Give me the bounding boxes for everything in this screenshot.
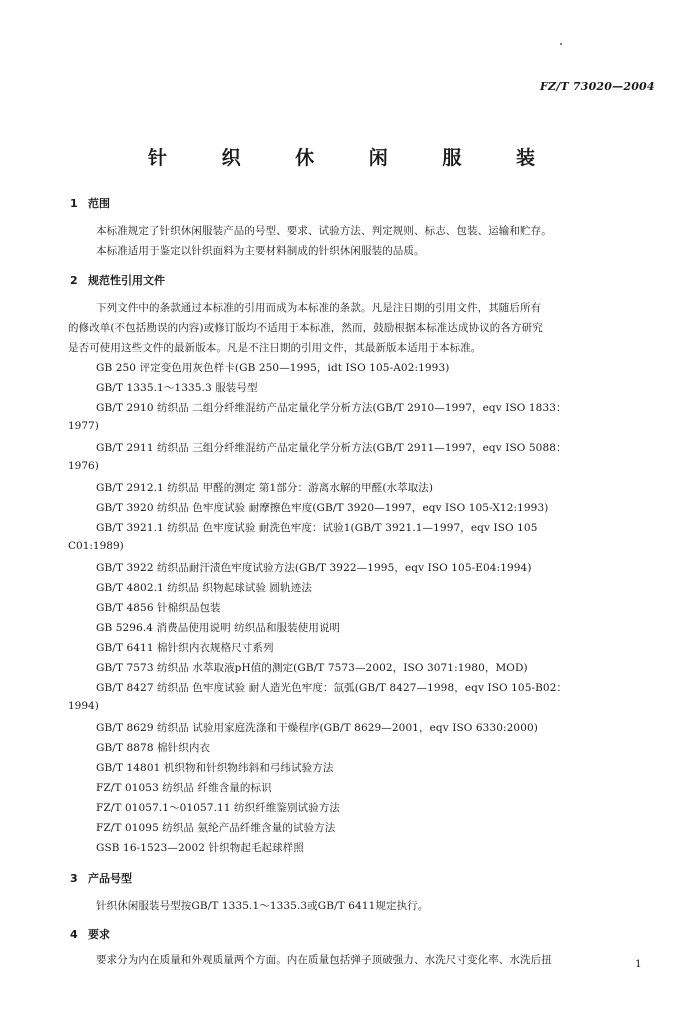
section-2-heading — [70, 272, 165, 288]
reference-item: GSB 16-1523—2002 针织物起毛起球样照 — [96, 842, 304, 854]
section-title: 范围 — [88, 197, 110, 210]
section-title: 规范性引用文件 — [88, 274, 165, 287]
reference-item: FZ/T 01057.1～01057.11 纺织纤维鉴别试验方法 — [96, 802, 341, 814]
section-number: 1 — [70, 197, 78, 210]
reference-item: GB/T 3921.1 纺织品 色牢度试验 耐洗色牢度：试验1(GB/T 3921.1—1997，eqv ISO 105 — [96, 522, 538, 534]
reference-continuation: 1977) — [68, 420, 99, 432]
paragraph-line: 针织休闲服装号型按GB/T 1335.1～1335.3或GB/T 6411规定执行。 — [96, 900, 429, 912]
reference-continuation: 1994) — [68, 700, 99, 712]
reference-item: GB/T 4856 针棉织品包装 — [96, 602, 221, 614]
paragraph-line: 下列文件中的条款通过本标准的引用而成为本标准的条款。凡是注日期的引用文件，其随后所有 — [96, 302, 542, 314]
reference-item: GB 250 评定变色用灰色样卡(GB 250—1995，idt ISO 105-A02:1993) — [96, 362, 450, 374]
paragraph-line: 本标准适用于鉴定以针织面料为主要材料制成的针织休闲服装的品质。 — [96, 245, 425, 257]
reference-item: GB/T 8629 纺织品 试验用家庭洗涤和干燥程序(GB/T 8629—2001，eqv ISO 6330:2000) — [96, 722, 538, 734]
reference-continuation: 1976) — [68, 460, 99, 472]
paragraph-line: 的修改单(不包括勘误的内容)或修订版均不适用于本标准，然而，鼓励根据本标准达成协议的各方研究 — [68, 322, 543, 334]
reference-item: FZ/T 01053 纺织品 纤维含量的标识 — [96, 782, 272, 794]
scan-speck — [560, 43, 562, 45]
section-number: 2 — [70, 274, 78, 287]
section-number: 4 — [70, 928, 78, 941]
reference-item: GB/T 2912.1 纺织品 甲醛的测定 第1部分：游离水解的甲醛(水萃取法) — [96, 482, 434, 494]
section-1-heading — [70, 195, 110, 211]
paragraph-line: 本标准规定了针织休闲服装产品的号型、要求、试验方法、判定规则、标志、包装、运输和贮存。 — [96, 225, 552, 237]
document-title: 针 织 休 闲 服 装 — [147, 147, 560, 169]
section-3-heading — [70, 870, 132, 886]
reference-item: GB 5296.4 消费品使用说明 纺织品和服装使用说明 — [96, 622, 341, 634]
reference-item: GB/T 2911 纺织品 三组分纤维混纺产品定量化学分析方法(GB/T 2911—1997，eqv ISO 5088： — [96, 442, 567, 454]
reference-item: GB/T 14801 机织物和针织物纬斜和弓纬试验方法 — [96, 762, 334, 774]
reference-item: GB/T 3920 纺织品 色牢度试验 耐摩擦色牢度(GB/T 3920—1997，eqv ISO 105-X12:1993) — [96, 502, 549, 514]
paragraph-line: 要求分为内在质量和外观质量两个方面。内在质量包括弹子顶破强力、水洗尺寸变化率、水洗后扭 — [96, 954, 552, 966]
section-4-heading — [70, 926, 110, 942]
reference-item: GB/T 3922 纺织品耐汗渍色牢度试验方法(GB/T 3922—1995，eqv ISO 105-E04:1994) — [96, 562, 532, 574]
reference-continuation: C01:1989) — [68, 540, 124, 552]
page-number: 1 — [635, 958, 642, 970]
standard-number: FZ/T 73020—2004 — [540, 80, 655, 93]
reference-item: GB/T 6411 棉针织内衣规格尺寸系列 — [96, 642, 274, 654]
reference-item: GB/T 2910 纺织品 二组分纤维混纺产品定量化学分析方法(GB/T 2910—1997，eqv ISO 1833： — [96, 402, 567, 414]
reference-item: GB/T 7573 纺织品 水萃取液pH值的测定(GB/T 7573—2002，ISO 3071:1980，MOD) — [96, 662, 528, 674]
reference-item: GB/T 8878 棉针织内衣 — [96, 742, 211, 754]
section-title: 产品号型 — [88, 872, 132, 885]
reference-item: GB/T 1335.1～1335.3 服装号型 — [96, 382, 258, 394]
reference-item: GB/T 8427 纺织品 色牢度试验 耐人造光色牢度：氙弧(GB/T 8427—1998，eqv ISO 105-B02： — [96, 682, 568, 694]
paragraph-line: 是否可使用这些文件的最新版本。凡是不注日期的引用文件，其最新版本适用于本标准。 — [68, 342, 482, 354]
reference-item: GB/T 4802.1 纺织品 织物起球试验 圆轨迹法 — [96, 582, 312, 594]
reference-item: FZ/T 01095 纺织品 氨纶产品纤维含量的试验方法 — [96, 822, 336, 834]
section-title: 要求 — [88, 928, 110, 941]
section-number: 3 — [70, 872, 78, 885]
